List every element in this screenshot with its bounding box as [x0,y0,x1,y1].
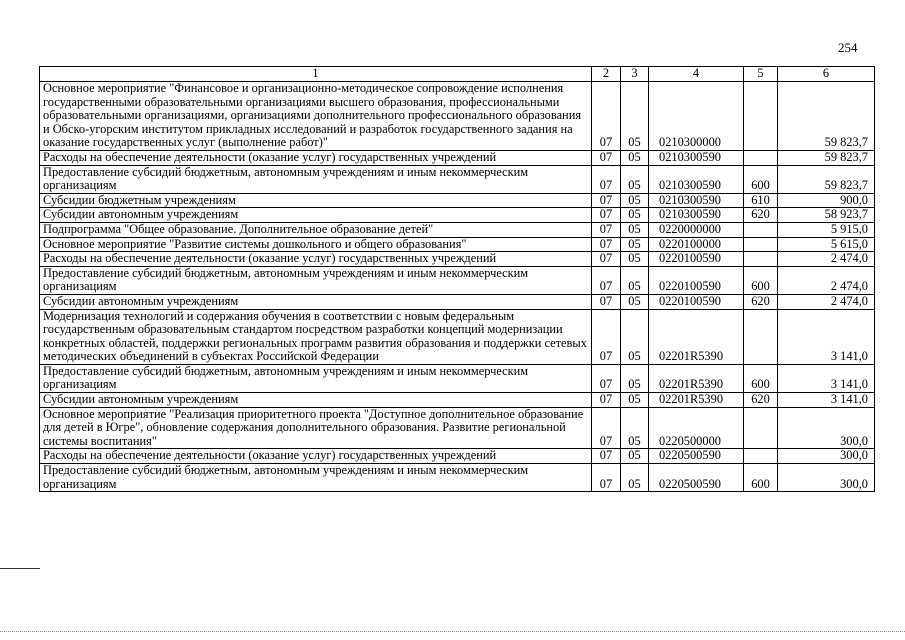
cell-expense-type: 620 [744,393,778,408]
cell-amount: 2 474,0 [778,294,875,309]
cell-amount: 3 141,0 [778,309,875,364]
table-row [40,464,875,492]
col-header-target-article: 4 [649,67,744,82]
cell-subsection: 05 [621,364,649,392]
scan-artifact-line [0,568,40,569]
cell-subsection: 05 [621,393,649,408]
cell-expense-type: 610 [744,193,778,208]
table-row [40,237,875,252]
cell-target-article: 0220000000 [649,222,744,237]
cell-subsection: 05 [621,309,649,364]
table-header-row [40,67,875,82]
cell-expense-type [744,252,778,267]
table-row [40,294,875,309]
cell-name: Основное мероприятие "Финансовое и организационно-методическое сопровождение исполнения государственными образовательными организациями высшего образования, профессиональными образовательными организациями, организациями дополнительного профессионального образования и Обско-угорским институтом прикладных исследований и разработок государственного задания на оказание государственных услуг (выполнение работ)" [40,82,592,151]
cell-subsection: 05 [621,222,649,237]
cell-target-article: 0220100590 [649,294,744,309]
cell-section: 07 [592,208,621,223]
cell-amount: 3 141,0 [778,364,875,392]
cell-target-article: 0220500590 [649,449,744,464]
cell-target-article: 0220500000 [649,407,744,449]
cell-expense-type [744,82,778,151]
cell-target-article: 0210300590 [649,208,744,223]
cell-amount: 59 823,7 [778,165,875,193]
cell-section: 07 [592,407,621,449]
cell-subsection: 05 [621,208,649,223]
table-row [40,165,875,193]
cell-name: Предоставление субсидий бюджетным, автономным учреждениям и иным некоммерческим организациям [40,464,592,492]
cell-amount: 2 474,0 [778,266,875,294]
col-header-section: 2 [592,67,621,82]
cell-subsection: 05 [621,165,649,193]
cell-target-article: 0220100000 [649,237,744,252]
cell-name: Субсидии автономным учреждениям [40,208,592,223]
cell-section: 07 [592,252,621,267]
cell-amount: 900,0 [778,193,875,208]
cell-name: Субсидии автономным учреждениям [40,393,592,408]
cell-amount: 5 915,0 [778,222,875,237]
cell-name: Субсидии автономным учреждениям [40,294,592,309]
cell-amount: 300,0 [778,464,875,492]
cell-expense-type [744,449,778,464]
col-header-expense-type: 5 [744,67,778,82]
cell-amount: 58 923,7 [778,208,875,223]
cell-name: Предоставление субсидий бюджетным, автономным учреждениям и иным некоммерческим организациям [40,266,592,294]
table-body [40,82,875,492]
cell-expense-type: 620 [744,294,778,309]
table-row [40,309,875,364]
cell-subsection: 05 [621,464,649,492]
cell-section: 07 [592,266,621,294]
table-row [40,266,875,294]
table-row [40,252,875,267]
cell-subsection: 05 [621,237,649,252]
cell-expense-type [744,237,778,252]
cell-name: Основное мероприятие "Развитие системы дошкольного и общего образования" [40,237,592,252]
cell-name: Расходы на обеспечение деятельности (оказание услуг) государственных учреждений [40,449,592,464]
cell-section: 07 [592,309,621,364]
cell-section: 07 [592,150,621,165]
cell-name: Расходы на обеспечение деятельности (оказание услуг) государственных учреждений [40,150,592,165]
cell-subsection: 05 [621,252,649,267]
table-row [40,449,875,464]
cell-subsection: 05 [621,407,649,449]
table-row [40,150,875,165]
cell-name: Предоставление субсидий бюджетным, автономным учреждениям и иным некоммерческим организациям [40,364,592,392]
cell-expense-type [744,309,778,364]
cell-expense-type: 600 [744,464,778,492]
cell-expense-type [744,407,778,449]
cell-subsection: 05 [621,82,649,151]
cell-section: 07 [592,82,621,151]
cell-amount: 300,0 [778,407,875,449]
col-header-subsection: 3 [621,67,649,82]
page-number: 254 [838,40,858,55]
cell-target-article: 0220100590 [649,266,744,294]
cell-section: 07 [592,165,621,193]
cell-expense-type: 600 [744,364,778,392]
cell-amount: 5 615,0 [778,237,875,252]
cell-subsection: 05 [621,193,649,208]
cell-expense-type: 620 [744,208,778,223]
cell-name: Основное мероприятие "Реализация приоритетного проекта "Доступное дополнительное образование для детей в Югре", обновление содержания дополнительного образования. Развитие региональной системы воспитания" [40,407,592,449]
table-row [40,222,875,237]
cell-subsection: 05 [621,449,649,464]
cell-name: Субсидии бюджетным учреждениям [40,193,592,208]
cell-section: 07 [592,464,621,492]
cell-section: 07 [592,193,621,208]
table-row [40,364,875,392]
cell-amount: 2 474,0 [778,252,875,267]
cell-expense-type: 600 [744,266,778,294]
cell-subsection: 05 [621,150,649,165]
cell-amount: 59 823,7 [778,82,875,151]
cell-section: 07 [592,393,621,408]
cell-target-article: 0210300000 [649,82,744,151]
cell-section: 07 [592,364,621,392]
cell-target-article: 0220500590 [649,464,744,492]
cell-target-article: 02201R5390 [649,393,744,408]
cell-section: 07 [592,237,621,252]
cell-subsection: 05 [621,266,649,294]
cell-section: 07 [592,222,621,237]
cell-amount: 3 141,0 [778,393,875,408]
cell-name: Предоставление субсидий бюджетным, автономным учреждениям и иным некоммерческим организациям [40,165,592,193]
cell-amount: 300,0 [778,449,875,464]
table-row [40,208,875,223]
page-bottom-edge [0,631,905,632]
cell-section: 07 [592,449,621,464]
table-row [40,193,875,208]
cell-section: 07 [592,294,621,309]
cell-target-article: 02201R5390 [649,309,744,364]
col-header-amount: 6 [778,67,875,82]
cell-amount: 59 823,7 [778,150,875,165]
cell-name: Расходы на обеспечение деятельности (оказание услуг) государственных учреждений [40,252,592,267]
table-row [40,407,875,449]
cell-expense-type [744,150,778,165]
cell-expense-type [744,222,778,237]
cell-name: Подпрограмма "Общее образование. Дополнительное образование детей" [40,222,592,237]
cell-expense-type: 600 [744,165,778,193]
cell-target-article: 02201R5390 [649,364,744,392]
budget-table [39,66,875,492]
col-header-name: 1 [40,67,592,82]
cell-target-article: 0210300590 [649,150,744,165]
table-row [40,82,875,151]
cell-target-article: 0220100590 [649,252,744,267]
cell-name: Модернизация технологий и содержания обучения в соответствии с новым федеральным государственным образовательным стандартом посредством разработки концепций модернизации конкретных областей, поддержки региональных программ развития образования и поддержки сетевых методических объединений в субъектах Российской Федерации [40,309,592,364]
cell-target-article: 0210300590 [649,193,744,208]
cell-subsection: 05 [621,294,649,309]
cell-target-article: 0210300590 [649,165,744,193]
table-row [40,393,875,408]
